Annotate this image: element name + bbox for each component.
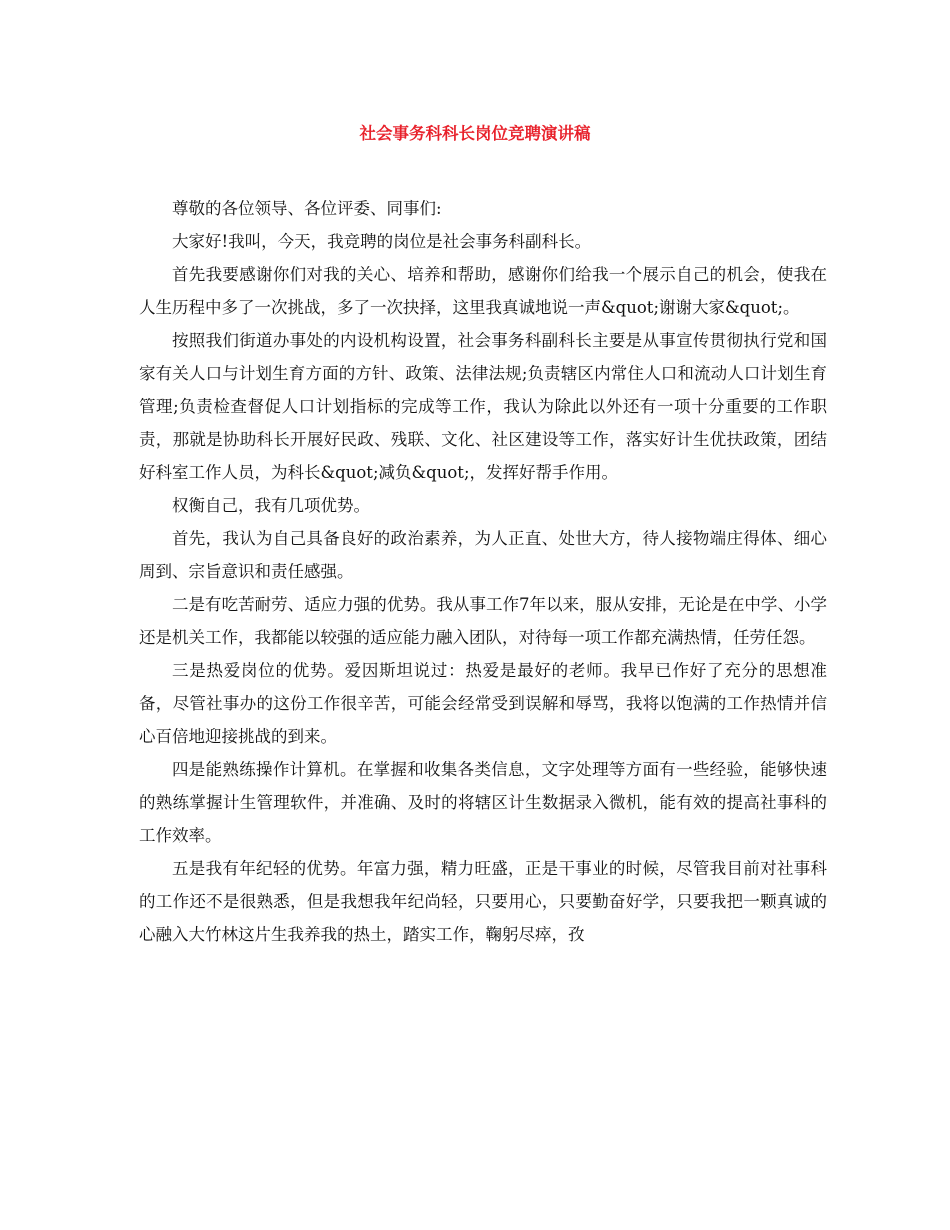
document-title: 社会事务科科长岗位竞聘演讲稿 bbox=[359, 124, 591, 143]
paragraph-advantage-5: 五是我有年纪轻的优势。年富力强，精力旺盛，正是干事业的时候，尽管我目前对社事科的工作还不是很熟悉，但是我想我年纪尚轻，只要用心，只要勤奋好学，只要我把一颗真诚的心融入大竹林这片生我养我的热土，踏实工作，鞠躬尽瘁，孜 bbox=[139, 859, 827, 944]
paragraph-advantage-4: 四是能熟练操作计算机。在掌握和收集各类信息，文字处理等方面有一些经验，能够快速的熟练掌握计生管理软件，并准确、及时的将辖区计生数据录入微机，能有效的提高社事科的工作效率。 bbox=[139, 760, 827, 845]
paragraph-advantage-2: 二是有吃苦耐劳、适应力强的优势。我从事工作7年以来，服从安排，无论是在中学、小学还是机关工作，我都能以较强的适应能力融入团队，对待每一项工作都充满热情，任劳任怨。 bbox=[139, 595, 827, 647]
paragraph-advantage-1: 首先，我认为自己具备良好的政治素养，为人正直、处世大方，待人接物端庄得体、细心周到、宗旨意识和责任感强。 bbox=[139, 529, 827, 581]
paragraph-advantage-3: 三是热爱岗位的优势。爱因斯坦说过：热爱是最好的老师。我早已作好了充分的思想准备，尽管社事办的这份工作很辛苦，可能会经常受到误解和辱骂，我将以饱满的工作热情并信心百倍地迎接挑战的到来。 bbox=[139, 661, 827, 746]
paragraph-duties: 按照我们街道办事处的内设机构设置，社会事务科副科长主要是从事宣传贯彻执行党和国家有关人口与计划生育方面的方针、政策、法律法规;负责辖区内常住人口和流动人口计划生育管理;负责检查督促人口计划指标的完成等工作，我认为除此以外还有一项十分重要的工作职责，那就是协助科长开展好民政、残联、文化、社区建设等工作，落实好计生优扶政策，团结好科室工作人员，为科长&quot;减负&quot;，发挥好帮手作用。 bbox=[139, 331, 827, 482]
document-body bbox=[139, 192, 827, 951]
paragraph-greeting: 大家好!我叫，今天，我竞聘的岗位是社会事务科副科长。 bbox=[172, 232, 592, 251]
paragraph-thanks: 首先我要感谢你们对我的关心、培养和帮助，感谢你们给我一个展示自己的机会，使我在人生历程中多了一次挑战，多了一次抉择，这里我真诚地说一声&quot;谢谢大家&quot;。 bbox=[139, 265, 827, 317]
paragraph-advantages-intro: 权衡自己，我有几项优势。 bbox=[172, 496, 370, 515]
paragraph-salutation: 尊敬的各位领导、各位评委、同事们: bbox=[172, 199, 442, 218]
